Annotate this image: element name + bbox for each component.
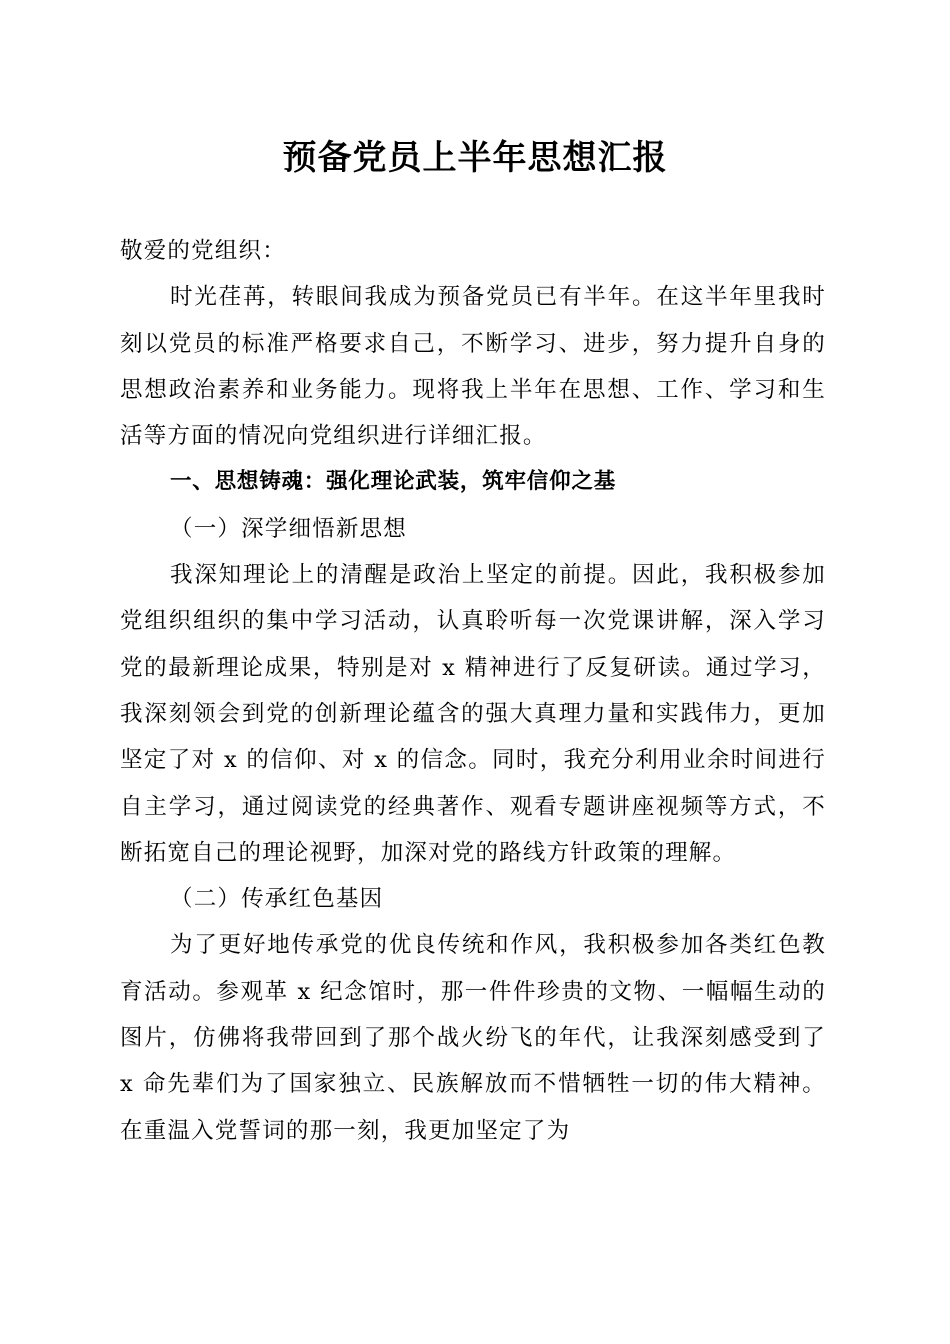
salutation: 敬爱的党组织： xyxy=(120,238,286,264)
document-body xyxy=(120,228,826,1154)
subsection-paragraph-1: 我深知理论上的清醒是政治上坚定的前提。因此，我积极参加党组织组织的集中学习活动，认真聆听每一次党课讲解，深入学习党的最新理论成果，特别是对 x 精神进行了反复研读。通过学习，我深刻领会到党的创新理论蕴含的强大真理力量和实践伟力，更加坚定了对 x 的信仰、对 x 的信念。同时，我充分利用业余时间进行自主学习，通过阅读党的经典著作、观看专题讲座视频等方式，不断拓宽自己的理论视野，加深对党的路线方针政策的理解。 xyxy=(120,562,826,866)
subsection-heading-2: （二）传承红色基因 xyxy=(170,886,384,913)
subsection-heading-1: （一）深学细悟新思想 xyxy=(170,515,408,542)
intro-paragraph: 时光荏苒，转眼间我成为预备党员已有半年。在这半年里我时刻以党员的标准严格要求自己，不断学习、进步，努力提升自身的思想政治素养和业务能力。现将我上半年在思想、工作、学习和生活等方面的情况向党组织进行详细汇报。 xyxy=(120,284,826,450)
subsection-paragraph-2: 为了更好地传承党的优良传统和作风，我积极参加各类红色教育活动。参观革 x 纪念馆时，那一件件珍贵的文物、一幅幅生动的图片，仿佛将我带回到了那个战火纷飞的年代，让我深刻感受到了 x 命先辈们为了国家独立、民族解放而不惜牺牲一切的伟大精神。在重温入党誓词的那一刻，我更加坚定了为 xyxy=(120,932,826,1144)
document-title: 预备党员上半年思想汇报 xyxy=(282,138,668,178)
section-heading-1: 一、思想铸魂：强化理论武装，筑牢信仰之基 xyxy=(170,469,617,495)
